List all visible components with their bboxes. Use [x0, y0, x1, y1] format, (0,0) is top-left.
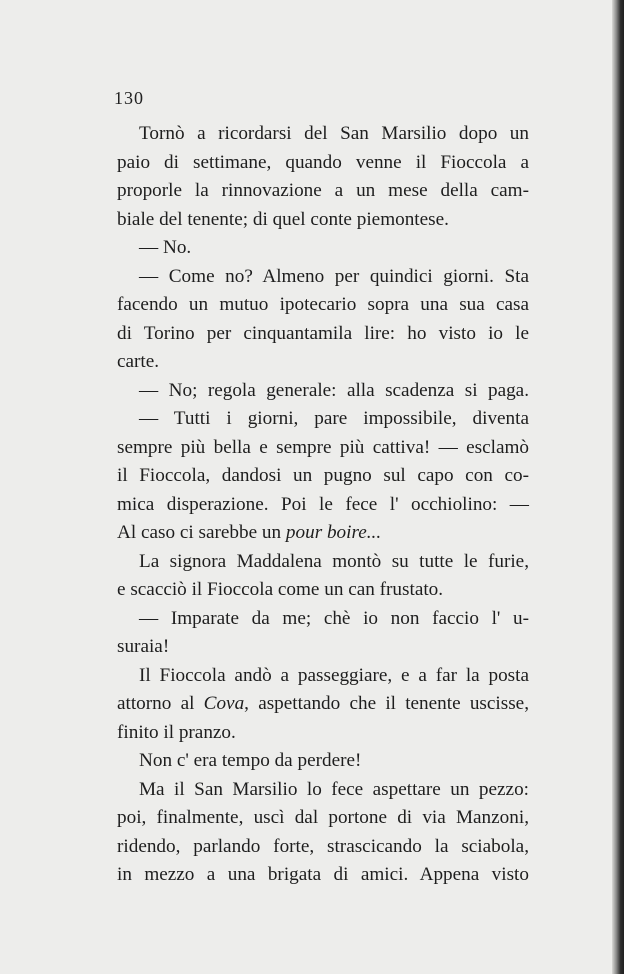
text-line: sempre più bella e sempre più cattiva! — esclamò — [117, 436, 529, 458]
text-line: ridendo, parlando forte, strascicando la sciabola, — [117, 835, 529, 857]
text-line: La signora Maddalena montò su tutte le furie, — [139, 550, 529, 572]
text-line: di Torino per cinquantamila lire: ho visto io le — [117, 322, 529, 344]
text-line: paio di settimane, quando venne il Fioccola a — [117, 151, 529, 173]
text-line: suraia! — [117, 636, 170, 657]
text-line: mica disperazione. Poi le fece l' occhiolino: — — [117, 493, 529, 515]
text-line: finito il pranzo. — [117, 721, 236, 743]
text-line: il Fioccola, dandosi un pugno sul capo con co- — [117, 465, 529, 486]
body-text — [117, 120, 529, 890]
text-line: attorno al Cova, aspettando che il tenente uscisse, — [117, 693, 529, 714]
text-line: e scacciò il Fioccola come un can frustato. — [117, 579, 444, 600]
text-line: proporle la rinnovazione a un mese della cam- — [117, 180, 529, 201]
text-line: Al caso ci sarebbe un pour boire... — [117, 522, 382, 543]
text-line: Tornò a ricordarsi del San Marsilio dopo un — [139, 123, 529, 144]
text-line: facendo un mutuo ipotecario sopra una sua casa — [117, 294, 529, 315]
text-line: Non c' era tempo da perdere! — [139, 750, 362, 771]
text-line: — Imparate da me; chè io non faccio l' u- — [139, 607, 529, 629]
text-line: carte. — [117, 351, 160, 372]
text-line: in mezzo a una brigata di amici. Appena visto — [117, 864, 529, 885]
text-line: — Come no? Almeno per quindici giorni. Sta — [139, 265, 529, 287]
text-line: poi, finalmente, uscì dal portone di via Manzoni, — [117, 807, 529, 828]
text-line: — No. — [139, 237, 192, 258]
text-line: Il Fioccola andò a passeggiare, e a far la posta — [139, 664, 529, 686]
page-spine-shadow — [612, 0, 624, 974]
text-line: Ma il San Marsilio lo fece aspettare un pezzo: — [139, 778, 529, 800]
text-line: — No; regola generale: alla scadenza si paga. — [139, 379, 529, 401]
text-line: biale del tenente; di quel conte piemontese. — [117, 208, 449, 230]
page-number: 130 — [114, 88, 144, 108]
text-line: — Tutti i giorni, pare impossibile, diventa — [139, 408, 529, 429]
